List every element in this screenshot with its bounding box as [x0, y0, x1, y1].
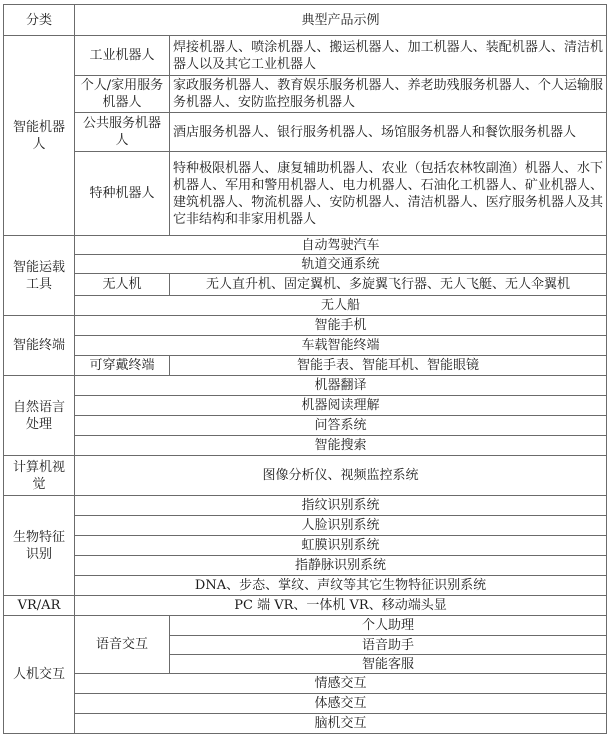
table-row — [4, 596, 607, 616]
subcategory-voice-interaction: 语音交互 — [75, 616, 170, 674]
table-row — [4, 516, 607, 536]
item-unmanned-boat: 无人船 — [75, 296, 607, 316]
item-biometrics: 指纹识别系统 — [75, 496, 607, 516]
subcategory-industrial-robots: 工业机器人 — [75, 36, 170, 76]
table-row — [4, 616, 607, 636]
examples-personal-robots: 家政服务机器人、教育娱乐服务机器人、养老助残服务机器人、个人运输服务机器人、安防监控服务机器人 — [170, 76, 607, 113]
item-voice: 智能客服 — [170, 655, 607, 674]
table-row — [4, 674, 607, 694]
table-row — [4, 376, 607, 396]
examples-industrial-robots: 焊接机器人、喷涂机器人、搬运机器人、加工机器人、装配机器人、清洁机器人以及其它工业机器人 — [170, 36, 607, 76]
product-classification-table — [3, 4, 607, 734]
examples-uav: 无人直升机、固定翼机、多旋翼飞行器、无人飞艇、无人伞翼机 — [170, 274, 607, 296]
table-row — [4, 714, 607, 734]
item-hci: 体感交互 — [75, 694, 607, 714]
table-row — [4, 496, 607, 516]
table-row — [4, 336, 607, 356]
table-row — [4, 536, 607, 556]
item-voice: 语音助手 — [170, 636, 607, 655]
item-autonomous-car: 自动驾驶汽车 — [75, 236, 607, 255]
category-vehicles: 智能运载工具 — [4, 236, 75, 316]
item-rail-transit: 轨道交通系统 — [75, 255, 607, 274]
item-nlp: 机器翻译 — [75, 376, 607, 396]
table-row — [4, 236, 607, 255]
table-row — [4, 152, 607, 236]
item-nlp: 智能搜索 — [75, 436, 607, 456]
table-row — [4, 416, 607, 436]
table-row — [4, 396, 607, 416]
table-row — [4, 36, 607, 76]
category-terminals: 智能终端 — [4, 316, 75, 376]
item-hci: 脑机交互 — [75, 714, 607, 734]
item-biometrics: 指静脉识别系统 — [75, 556, 607, 576]
item-biometrics: DNA、步态、掌纹、声纹等其它生物特征识别系统 — [75, 576, 607, 596]
examples-cv: 图像分析仪、视频监控系统 — [75, 456, 607, 496]
item-biometrics: 虹膜识别系统 — [75, 536, 607, 556]
item-biometrics: 人脸识别系统 — [75, 516, 607, 536]
table-row — [4, 296, 607, 316]
category-nlp: 自然语言处理 — [4, 376, 75, 456]
table-row — [4, 576, 607, 596]
subcategory-uav: 无人机 — [75, 274, 170, 296]
table-row — [4, 456, 607, 496]
category-robots: 智能机器人 — [4, 36, 75, 236]
category-vrar: VR/AR — [4, 596, 75, 616]
subcategory-public-robots: 公共服务机器人 — [75, 113, 170, 152]
table-row — [4, 694, 607, 714]
table-row — [4, 556, 607, 576]
table-row — [4, 76, 607, 113]
item-hci: 情感交互 — [75, 674, 607, 694]
header-row — [4, 5, 607, 36]
item-vehicle-terminal: 车载智能终端 — [75, 336, 607, 356]
examples-vrar: PC 端 VR、一体机 VR、移动端头显 — [75, 596, 607, 616]
category-cv: 计算机视觉 — [4, 456, 75, 496]
header-category: 分类 — [4, 5, 75, 36]
item-nlp: 机器阅读理解 — [75, 396, 607, 416]
subcategory-wearable: 可穿戴终端 — [75, 356, 170, 376]
table-row — [4, 316, 607, 336]
subcategory-personal-robots: 个人/家用服务机器人 — [75, 76, 170, 113]
examples-special-robots: 特种极限机器人、康复辅助机器人、农业（包括农林牧副渔）机器人、水下机器人、军用和警用机器人、电力机器人、石油化工机器人、矿业机器人、建筑机器人、物流机器人、安防机器人、清洁机器人、医疗服务机器人及其它非结构和非家用机器人 — [170, 152, 607, 236]
category-hci: 人机交互 — [4, 616, 75, 734]
category-biometrics: 生物特征识别 — [4, 496, 75, 596]
item-nlp: 问答系统 — [75, 416, 607, 436]
subcategory-special-robots: 特种机器人 — [75, 152, 170, 236]
table-row — [4, 274, 607, 296]
item-voice: 个人助理 — [170, 616, 607, 636]
table-row — [4, 356, 607, 376]
examples-public-robots: 酒店服务机器人、银行服务机器人、场馆服务机器人和餐饮服务机器人 — [170, 113, 607, 152]
header-examples: 典型产品示例 — [75, 5, 607, 36]
table-row — [4, 436, 607, 456]
item-smartphone: 智能手机 — [75, 316, 607, 336]
table-row — [4, 255, 607, 274]
table-row — [4, 113, 607, 152]
examples-wearable: 智能手表、智能耳机、智能眼镜 — [170, 356, 607, 376]
